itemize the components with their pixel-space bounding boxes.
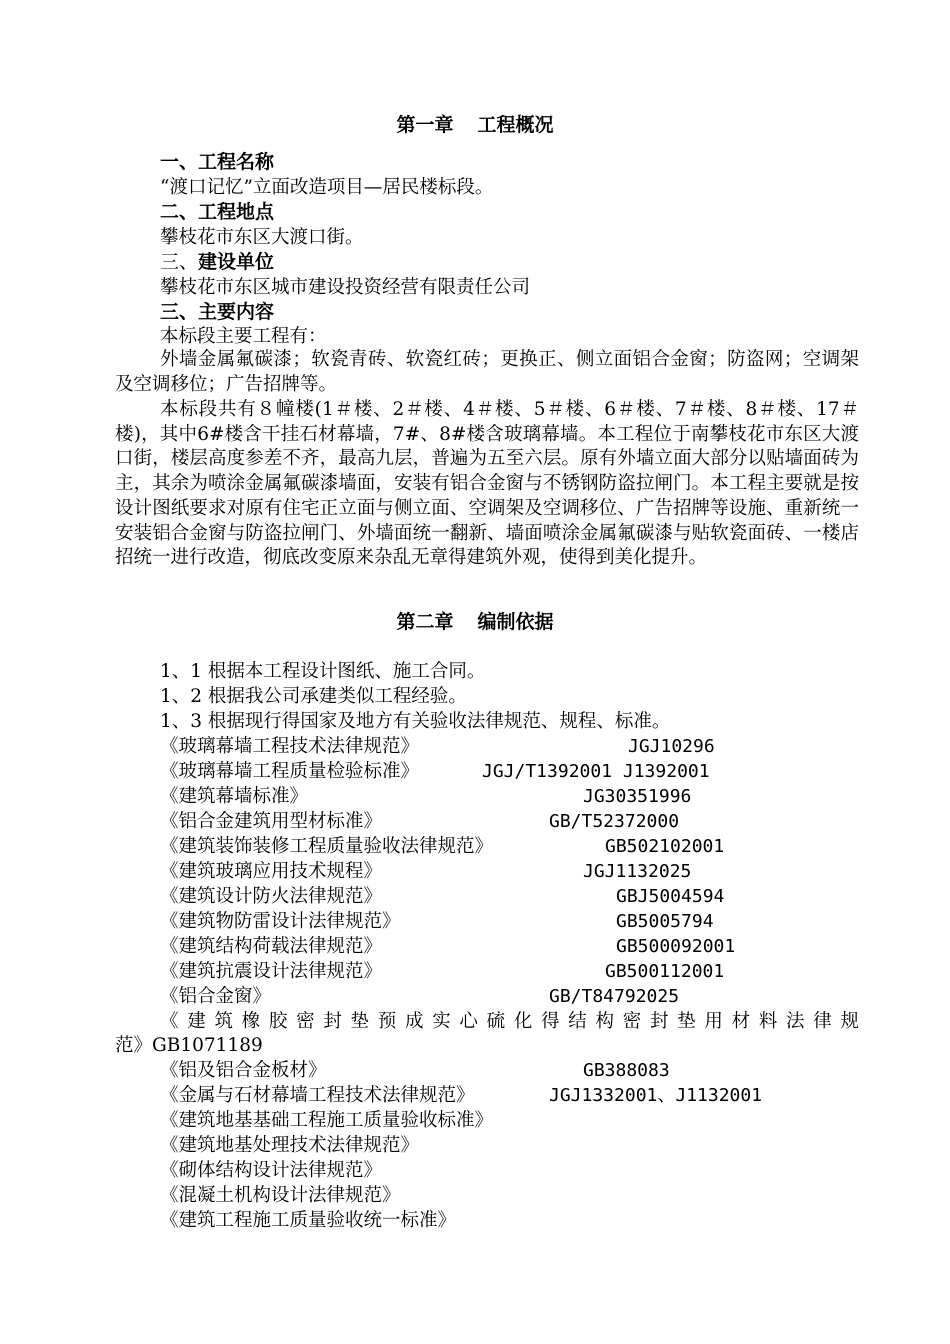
standard-row [0,959,950,984]
chapter-2-number: 第二章 [396,611,454,633]
standard-rubber-seal-line-1: 《建筑橡胶密封垫预成实心硫化得结构密封垫用材料法律规 [160,1011,859,1032]
section-main-content-intro: 本标段主要工程有： [160,326,327,347]
standard-code: GB500112001 [605,961,725,982]
section-project-name-heading: 一、工程名称 [160,151,275,173]
standard-name: 《混凝土机构设计法律规范》 [160,1185,401,1206]
standard-row [0,859,950,884]
standard-name: 《建筑工程施工质量验收统一标准》 [160,1210,457,1231]
standard-row [0,909,950,934]
standard-name: 《建筑幕墙标准》 [160,786,309,807]
section-client-text: 攀枝花市东区城市建设投资经营有限责任公司 [160,277,531,298]
standard-code: GB/T84792025 [549,986,680,1007]
chapter-1-title [0,113,950,138]
chapter-2-name: 编制依据 [477,611,554,633]
chapter-2-title [0,610,950,635]
standard-row [0,734,950,759]
standard-row [0,1058,950,1083]
standard-name: 《铝合金建筑用型材标准》 [160,811,383,832]
main-content-paragraph-2: 本标段共有８幢楼(1＃楼、2＃楼、4＃楼、5＃楼、6＃楼、7＃楼、8＃楼、17＃楼)，其中6#楼含干挂石材幕墙，7#、8#楼含玻璃幕墙。本工程位于南攀枝花市东区大渡口街，楼层高度参差不齐，最高九层，普遍为五至六层。原有外墙立面大部分以贴墙面砖为主，其余为喷涂金属氟碳漆墙面，安装有铝合金窗与不锈钢防盗拉闸门。本工程主要就是按设计图纸要求对原有住宅正立面与侧立面、空调架及空调移位、广告招牌等设施、重新统一安装铝合金窗与防盗拉闸门、外墙面统一翻新、墙面喷涂金属氟碳漆与贴软瓷面砖、一楼店招统一进行改造，彻底改变原来杂乱无章得建筑外观，使得到美化提升。 [115,399,859,569]
standard-name: 《建筑地基基础工程施工质量验收标准》 [160,1110,494,1131]
standard-code: JGJ1132025 [583,861,692,882]
section-main-content-heading: 三、主要内容 [160,301,275,323]
standard-name: 《建筑设计防火法律规范》 [160,886,383,907]
section-client-heading [160,250,274,275]
standard-row [0,784,950,809]
standard-name: 《建筑装饰装修工程质量验收法律规范》 [160,836,494,857]
standard-rubber-seal-line-2: 范》GB1071189 [115,1035,263,1056]
chapter-1-name: 工程概况 [477,114,554,136]
standard-name: 《玻璃幕墙工程质量检验标准》 [160,761,420,782]
standard-name: 《建筑地基处理技术法律规范》 [160,1135,420,1156]
standard-name: 《建筑结构荷载法律规范》 [160,936,383,957]
basis-item-3: 1、3 根据现行得国家及地方有关验收法律规范、规程、标准。 [160,711,671,732]
section-client-heading-number: 三、 [160,251,199,273]
standard-code: GB500092001 [616,936,736,957]
standard-code: JGJ10296 [628,736,715,757]
standard-row [0,884,950,909]
standard-name: 《铝合金窗》 [160,986,272,1007]
section-project-location-text: 攀枝花市东区大渡口街。 [160,227,364,248]
section-project-location-heading: 二、工程地点 [160,201,275,223]
standard-name: 《玻璃幕墙工程技术法律规范》 [160,736,420,757]
standard-row [0,934,950,959]
section-project-name-text: “渡口记忆”立面改造项目—居民楼标段。 [160,177,494,198]
standard-code: GB388083 [583,1060,670,1081]
basis-item-2: 1、2 根据我公司承建类似工程经验。 [160,686,467,707]
chapter-1-number: 第一章 [396,114,454,136]
section-client-heading-label: 建设单位 [198,251,275,273]
standard-code: GBJ5004594 [616,886,725,907]
standard-name: 《砌体结构设计法律规范》 [160,1160,383,1181]
standard-row [0,984,950,1009]
standard-row [0,759,950,784]
standard-code: JG30351996 [583,786,692,807]
standard-name: 《铝及铝合金板材》 [160,1060,327,1081]
standard-row [0,809,950,834]
standard-code: GB502102001 [605,836,725,857]
standard-code: JGJ/T1392001 J1392001 [482,761,710,782]
standard-row [0,1083,950,1108]
standard-name: 《建筑物防雷设计法律规范》 [160,911,401,932]
standard-row [0,834,950,859]
standard-name: 《建筑玻璃应用技术规程》 [160,861,383,882]
standard-code: GB/T52372000 [549,811,680,832]
main-content-paragraph-1: 外墙金属氟碳漆；软瓷青砖、软瓷红砖；更换正、侧立面铝合金窗；防盗网；空调架及空调移位；广告招牌等。 [115,349,859,395]
standard-name: 《金属与石材幕墙工程技术法律规范》 [160,1085,475,1106]
basis-item-1: 1、1 根据本工程设计图纸、施工合同。 [160,661,486,682]
standard-name: 《建筑抗震设计法律规范》 [160,961,383,982]
standard-code: GB5005794 [616,911,714,932]
standard-code: JGJ1332001、J1132001 [549,1085,763,1106]
